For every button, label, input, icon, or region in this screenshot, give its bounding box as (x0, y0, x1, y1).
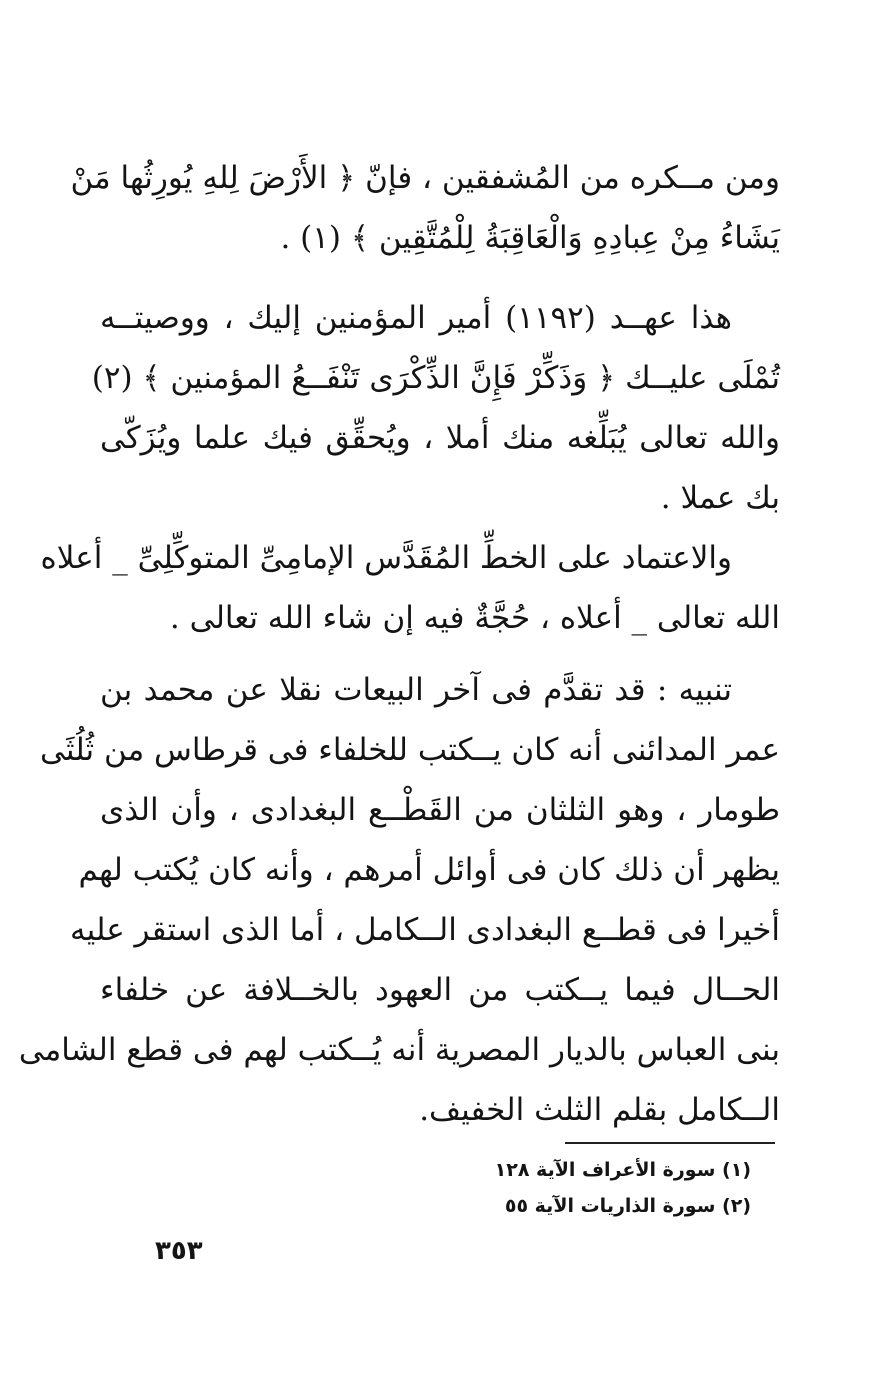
text-line: عمر المدائنى أنه كان يــكتب للخلفاء فى قرطاس من ثُلُثَى (40, 732, 780, 768)
paragraph-covenant (91, 288, 780, 528)
footnote-2: (٢) سورة الذاريات الآية ٥٥ (504, 1195, 751, 1217)
paragraph-reliance (40, 528, 780, 648)
text-line: ومن مــكره من المُشفقين ، فإنّ ﴿ الأَرْضَ لِلهِ يُورِثُها مَنْ (70, 160, 780, 196)
paragraph-quran-inheritance (70, 148, 780, 268)
text-line: الــكامل بقلم الثلث الخفيف. (419, 1092, 780, 1128)
text-line: تنبيه : قد تقدَّم فى آخر البيعات نقلا عن محمد بن (100, 672, 732, 708)
text-line: بك عملا . (660, 480, 780, 516)
text-line: بنى العباس بالديار المصرية أنه يُــكتب لهم فى قطع الشامى (18, 1032, 780, 1068)
text-line: الله تعالى _ أعلاه ، حُجَّةٌ فيه إن شاء الله تعالى . (169, 600, 780, 636)
text-line: طومار ، وهو الثلثان من القَطْــع البغدادى ، وأن الذى (100, 792, 780, 828)
footnote-divider (565, 1142, 775, 1144)
text-line: الحــال فيما يــكتب من العهود بالخــلافة عن خلفاء (100, 972, 780, 1008)
text-line: والله تعالى يُبَلِّغه منك أملا ، ويُحقِّق فيك علما ويُزَكّى (100, 420, 780, 456)
footnote-1: (١) سورة الأعراف الآية ١٢٨ (494, 1159, 751, 1181)
page-number: ٣٥٣ (155, 1236, 203, 1266)
text-line: يَشَاءُ مِنْ عِبادِهِ وَالْعَاقِبَةُ لِلْمُتَّقِين ﴾ (١) . (280, 220, 780, 256)
text-line: والاعتماد على الخطِّ المُقَدَّس الإمامِىِّ المتوكِّلِىِّ _ أعلاه (40, 540, 732, 576)
footnotes (495, 1152, 751, 1224)
text-line: هذا عهــد (١١٩٢) أمير المؤمنين إليك ، ووصيتــه (100, 300, 733, 336)
text-line: أخيرا فى قطــع البغدادى الــكامل ، أما الذى استقر عليه (69, 912, 780, 948)
text-line: تُمْلَى عليــك ﴿ وَذَكِّرْ فَإِنَّ الذِّكْرَى تَنْفَــعُ المؤمنين ﴾ (٢) (91, 360, 780, 396)
paragraph-notice (18, 660, 780, 1140)
text-line: يظهر أن ذلك كان فى أوائل أمرهم ، وأنه كان يُكتب لهم (78, 852, 780, 888)
